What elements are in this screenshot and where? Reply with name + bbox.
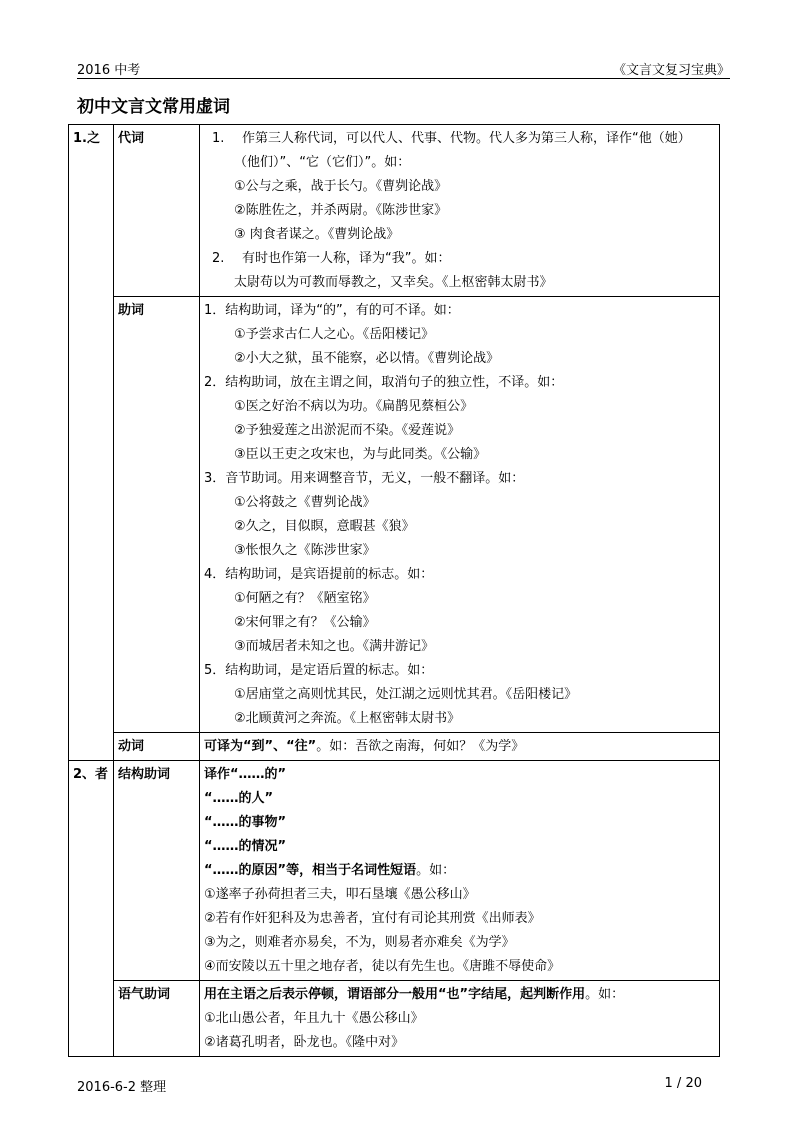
text-line: “……的人”	[204, 791, 274, 806]
example-line: ③而城居者未知之也。《满井游记》	[234, 639, 435, 654]
example-line: ①公将鼓之《曹刿论战》	[234, 495, 376, 510]
category-cell: 语气助词	[114, 981, 200, 1057]
text-line: 可译为“到”、“往”。如：吾欲之南海，何如？《为学》	[204, 739, 525, 754]
content-cell	[200, 981, 720, 1057]
category-cell: 助词	[114, 297, 200, 733]
example-line: ①居庙堂之高则忧其民，处江湖之远则忧其君。《岳阳楼记》	[234, 687, 578, 702]
page-number: 1 / 20	[664, 1076, 702, 1091]
table-row	[69, 981, 720, 1057]
example-line: ②宋何罪之有？《公输》	[234, 615, 376, 630]
text-line: 3．音节助词。用来调整音节，无义，一般不翻译。如：	[204, 471, 525, 486]
table-row	[69, 297, 720, 733]
example-line: ②陈胜佐之，并杀两尉。《陈涉世家》	[234, 203, 448, 218]
example-line: ②予独爱莲之出淤泥而不染。《爱莲说》	[234, 423, 461, 438]
category-cell: 结构助词	[114, 761, 200, 981]
content-cell	[200, 761, 720, 981]
text-line: “……的原因”等，相当于名词性短语。如：	[204, 863, 456, 878]
example-line: 太尉苟以为可教而辱教之，又幸矣。《上枢密韩太尉书》	[234, 275, 553, 290]
example-line: ①北山愚公者，年且九十《愚公移山》	[204, 1011, 424, 1026]
text-line: 译作“……的”	[204, 767, 287, 782]
text-line: 1. 作第三人称代词，可以代人、代事、代物。代人多为第三人称，译作“他（她）	[212, 131, 691, 146]
word-cell-zhi: 1.之	[69, 125, 114, 761]
content-cell	[200, 297, 720, 733]
page-title: 初中文言文常用虚词	[77, 97, 230, 117]
table-row	[69, 125, 720, 297]
example-line: ①医之好治不病以为功。《扁鹊见蔡桓公》	[234, 399, 474, 414]
header-rule	[77, 78, 730, 79]
example-line: ②小大之狱，虽不能察，必以情。《曹刿论战》	[234, 351, 500, 366]
text-line: 5．结构助词，是定语后置的标志。如：	[204, 663, 434, 678]
content-cell	[200, 733, 720, 761]
header-left: 2016 中考	[77, 63, 141, 78]
text-line: 4．结构助词，是宾语提前的标志。如：	[204, 567, 434, 582]
table-row	[69, 761, 720, 981]
page-header	[77, 56, 730, 78]
category-cell: 代词	[114, 125, 200, 297]
text-line: “……的情况”	[204, 839, 287, 854]
text-line: 2. 有时也作第一人称，译为“我”。如：	[212, 251, 451, 266]
example-line: ①予尝求古仁人之心。《岳阳楼记》	[234, 327, 435, 342]
example-line: ④而安陵以五十里之地存者，徒以有先生也。《唐雎不辱使命》	[204, 959, 561, 974]
example-line: ②北顾黄河之奔流。《上枢密韩太尉书》	[234, 711, 461, 726]
text-line: （他们）”、“它（它们）”。如：	[234, 155, 411, 170]
footer-date: 2016-6-2 整理	[77, 1080, 167, 1095]
text-line: “……的事物”	[204, 815, 287, 830]
word-cell-zhe: 2、者	[69, 761, 114, 1057]
example-line: ③ 肉食者谋之。《曹刿论战》	[234, 227, 400, 242]
content-cell	[200, 125, 720, 297]
example-line: ③为之，则难者亦易矣，不为，则易者亦难矣《为学》	[204, 935, 515, 950]
example-line: ②久之，目似瞑，意暇甚《狼》	[234, 519, 415, 534]
example-line: ②若有作奸犯科及为忠善者，宜付有司论其刑赏《出师表》	[204, 911, 541, 926]
example-line: ②诸葛孔明者，卧龙也。《隆中对》	[204, 1035, 405, 1050]
example-line: ③臣以王吏之攻宋也，为与此同类。《公输》	[234, 447, 487, 462]
table-row	[69, 733, 720, 761]
header-right: 《文言文复习宝典》	[612, 63, 730, 78]
text-line: 2．结构助词，放在主谓之间，取消句子的独立性，不译。如：	[204, 375, 564, 390]
example-line: ③怅恨久之《陈涉世家》	[234, 543, 376, 558]
function-words-table	[68, 124, 720, 1057]
example-line: ①何陋之有？《陋室铭》	[234, 591, 376, 606]
category-cell: 动词	[114, 733, 200, 761]
text-line: 1．结构助词，译为“的”，有的可不译。如：	[204, 303, 460, 318]
example-line: ①公与之乘，战于长勺。《曹刿论战》	[234, 179, 448, 194]
text-line: 用在主语之后表示停顿，谓语部分一般用“也”字结尾，起判断作用。如：	[204, 987, 625, 1002]
example-line: ①遂率子孙荷担者三夫，叩石垦壤《愚公移山》	[204, 887, 476, 902]
